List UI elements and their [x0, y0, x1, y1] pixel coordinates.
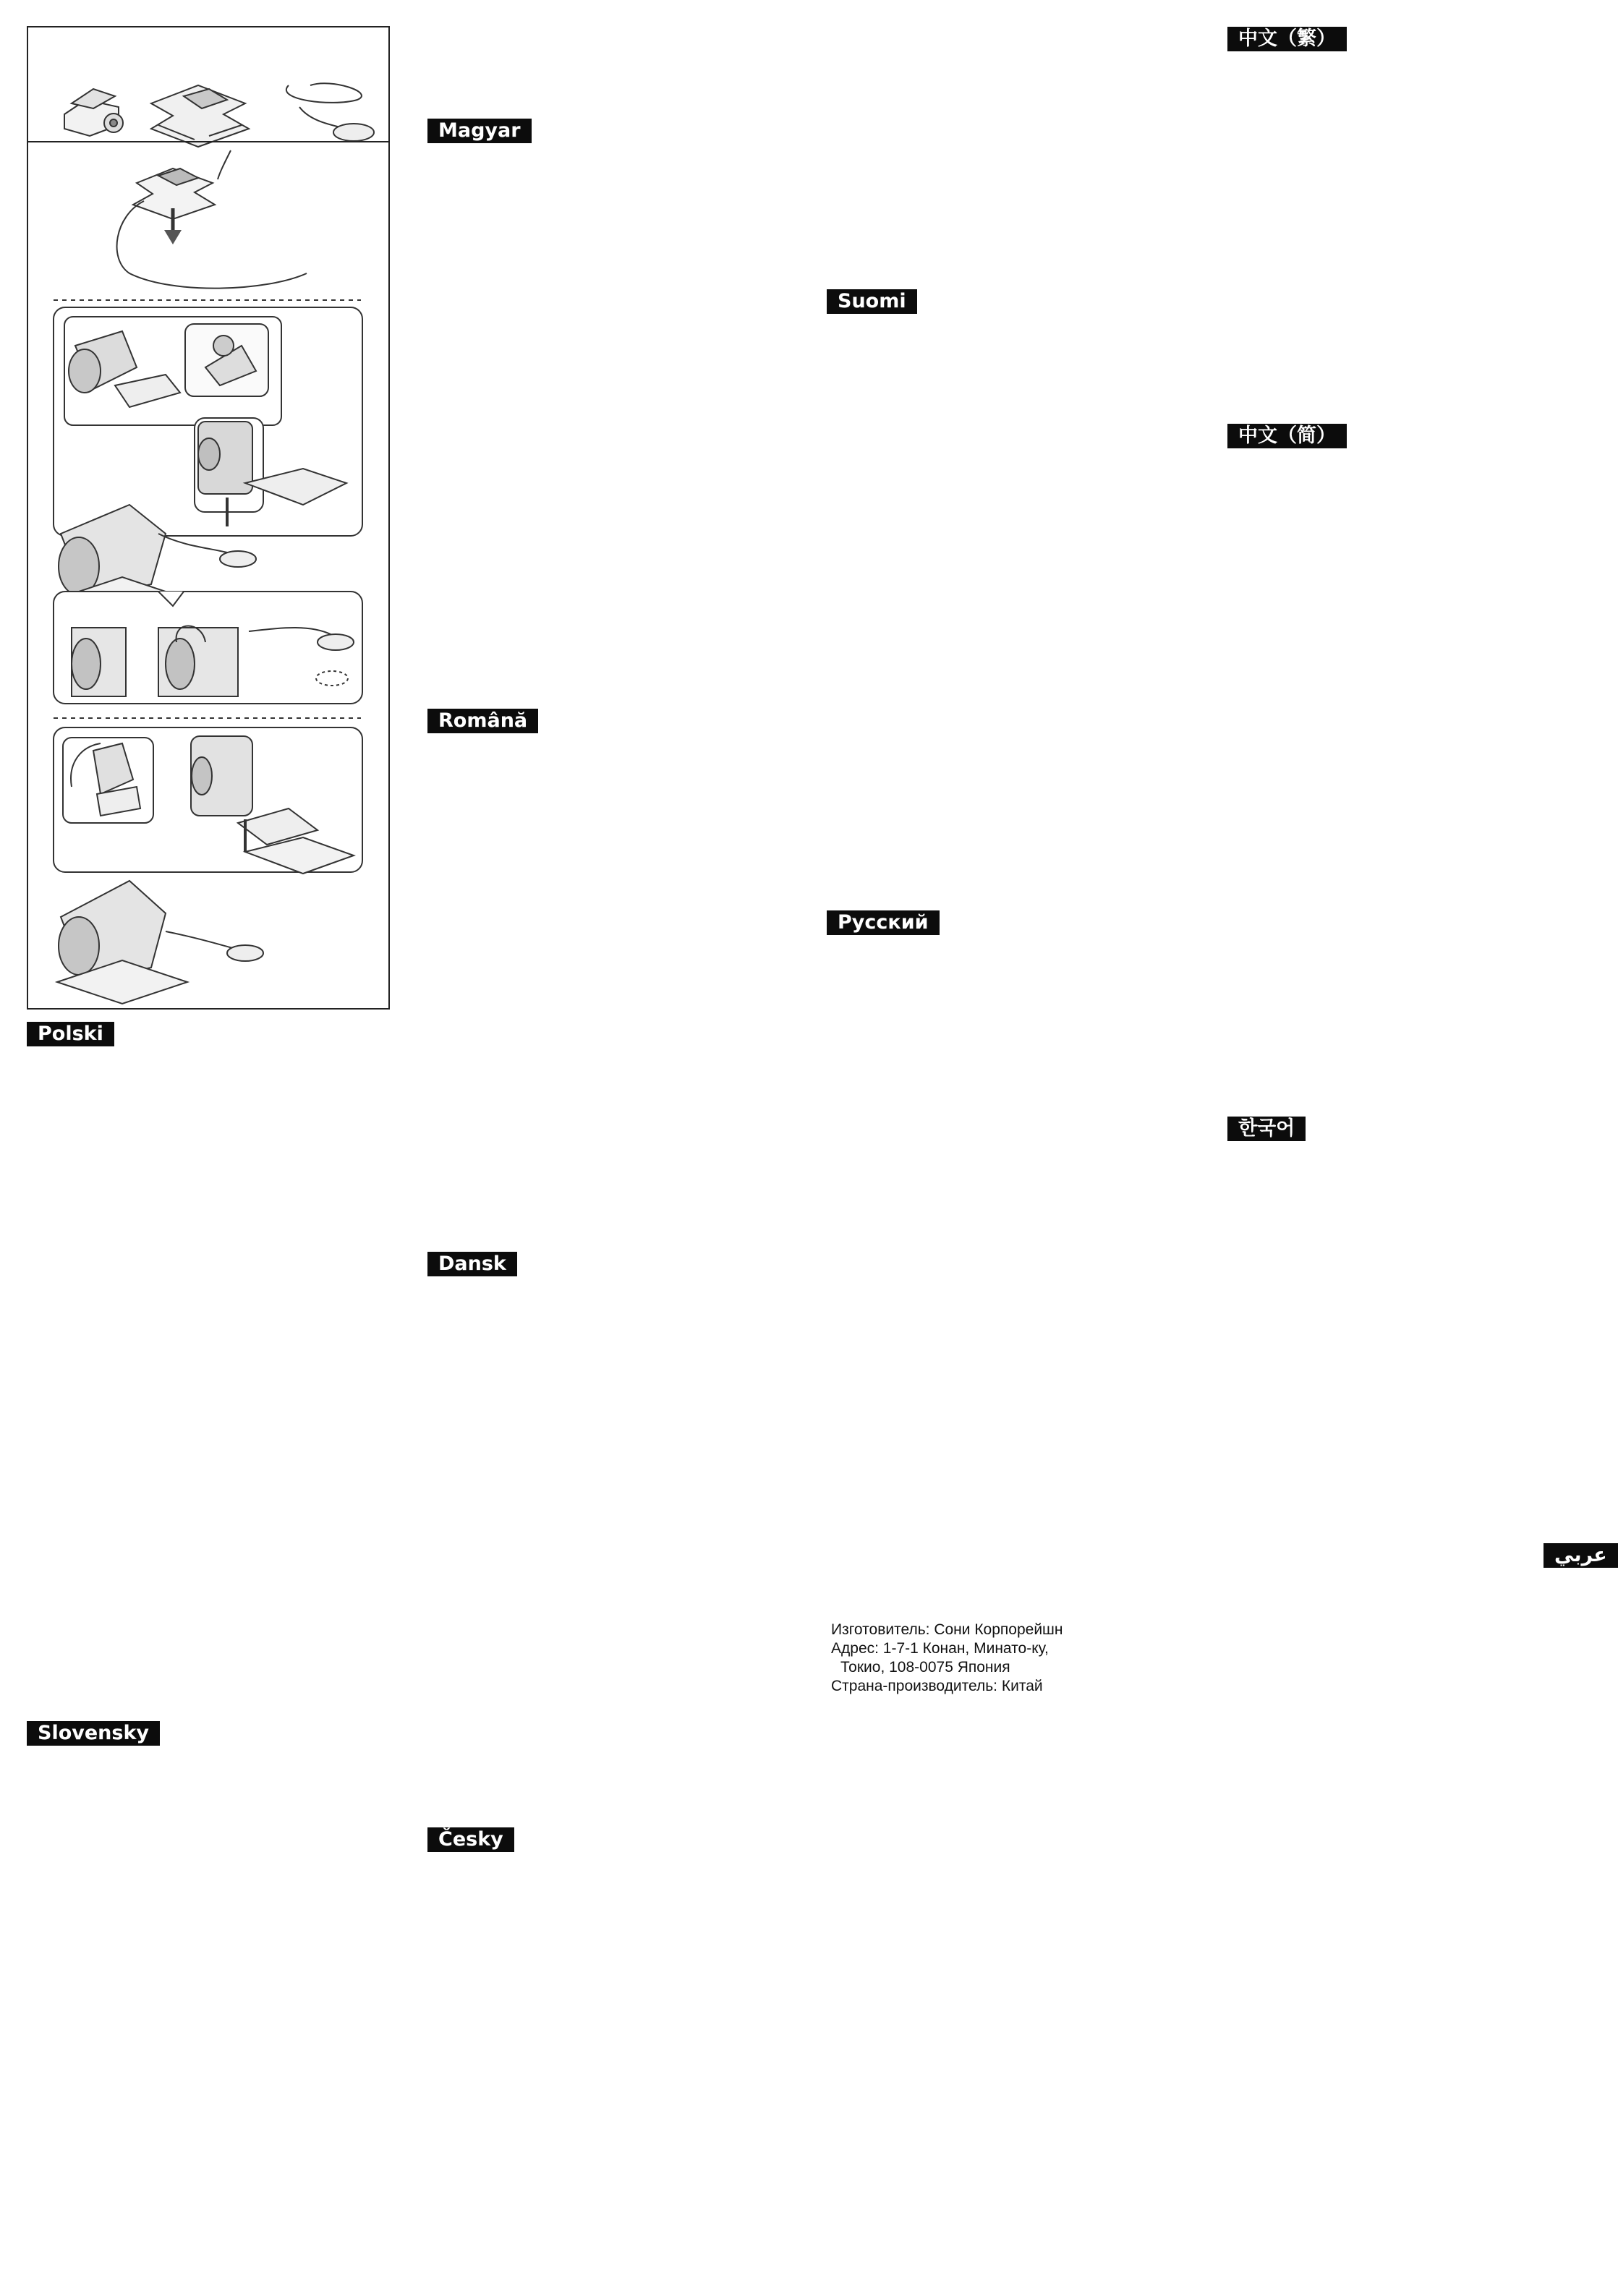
tether-cord-icon: [286, 83, 374, 141]
section-magyar-header: Magyar: [427, 119, 532, 143]
section-suomi-header: Suomi: [827, 289, 917, 314]
section-romana-header: Română: [427, 709, 538, 733]
section-korean-header: 한국어: [1227, 1117, 1306, 1141]
attach-step-icon: [117, 150, 307, 289]
section-dansk-header: Dansk: [427, 1252, 517, 1276]
manufacturer-line: Изготовитель: Сони Корпорейшн: [831, 1621, 1063, 1638]
flat-surface-mount-icon: [151, 85, 249, 147]
address-city-line: Токио, 108-0075 Япония: [840, 1659, 1010, 1676]
shoe-mount-adaptor-icon: [64, 89, 123, 136]
manufacturer-info: [831, 1621, 1063, 1696]
section-russkiy-header: Русский: [827, 910, 940, 935]
final-assembly-step-icon: [54, 727, 362, 1004]
section-polski-header: Polski: [27, 1022, 114, 1046]
section-zh-simplified-header: 中文（简）: [1227, 424, 1347, 448]
section-arabic-header: عربي: [1544, 1543, 1618, 1568]
camera-mount-step-icon: [54, 307, 362, 628]
section-zh-traditional-header: 中文（繁）: [1227, 27, 1347, 51]
section-cesky-header: Česky: [427, 1827, 514, 1852]
address-line: Адрес: 1-7-1 Конан, Минато-ку,: [831, 1640, 1049, 1657]
section-slovensky-header: Slovensky: [27, 1721, 160, 1746]
cord-attach-step-icon: [54, 592, 362, 704]
country-line: Страна-производитель: Китай: [831, 1678, 1043, 1694]
assembly-illustration: [27, 26, 390, 1010]
